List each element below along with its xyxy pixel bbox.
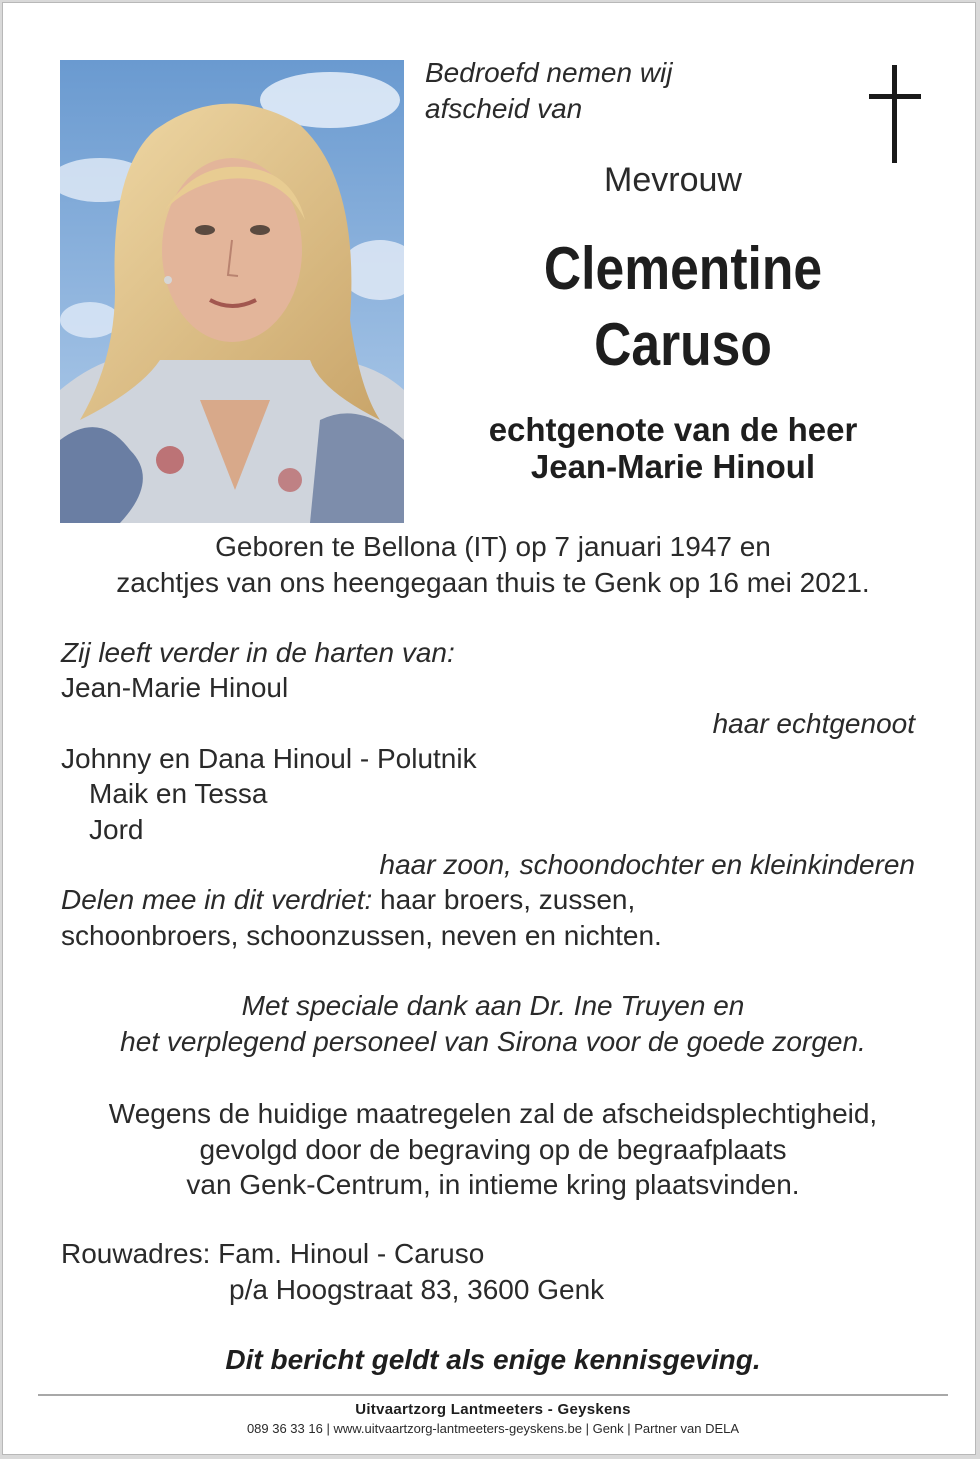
hearts-line-1: Jean-Marie Hinoul: [61, 672, 289, 703]
birth-death-info: [3, 529, 980, 600]
funeral-home-contact: 089 36 33 16 | www.uitvaartzorg-lantmeeters-geyskens.be | Genk | Partner van DELA: [246, 1421, 740, 1436]
portrait-illustration: [60, 60, 404, 523]
cross-icon: [865, 65, 925, 163]
share-line-1: [61, 882, 635, 918]
footer-divider: [38, 1394, 948, 1396]
share-line-2: schoonbroers, schoonzussen, neven en nichten.: [61, 920, 662, 951]
death-line: zachtjes van ons heengegaan thuis te Genk op 16 mei 2021.: [116, 566, 870, 598]
share-rest: haar broers, zussen,: [372, 884, 636, 915]
address-line-2: p/a Hoogstraat 83, 3600 Genk: [229, 1274, 605, 1305]
hearts-line-2: Johnny en Dana Hinoul - Polutnik: [61, 743, 477, 774]
death-notice-card: [2, 2, 976, 1455]
deceased-name: [459, 231, 906, 383]
honorific: Mevrouw: [604, 161, 742, 199]
spouse-line-1: echtgenote van de heer: [488, 411, 858, 448]
intro-line-1: Bedroefd nemen wij: [425, 57, 673, 88]
ceremony-text: [3, 1096, 980, 1203]
thanks-text: [3, 988, 980, 1059]
hearts-role-2: haar zoon, schoondochter en kleinkinderen: [379, 849, 915, 880]
first-name: Clementine: [543, 235, 823, 302]
portrait-photo: [60, 60, 404, 523]
ceremony-line-3: van Genk-Centrum, in intieme kring plaatsvinden.: [186, 1169, 800, 1200]
intro-text: [425, 55, 672, 127]
share-lead: Delen mee in dit verdriet:: [61, 884, 373, 915]
closing-statement: Dit bericht geldt als enige kennisgeving.: [225, 1344, 761, 1375]
ceremony-line-1: Wegens de huidige maatregelen zal de afscheidsplechtigheid,: [108, 1098, 878, 1129]
thanks-line-1: Met speciale dank aan Dr. Ine Truyen en: [241, 990, 745, 1021]
intro-line-2: afscheid van: [425, 93, 583, 124]
address-line-1: Rouwadres: Fam. Hinoul - Caruso: [61, 1238, 485, 1269]
thanks-line-2: het verplegend personeel van Sirona voor de goede zorgen.: [120, 1025, 866, 1057]
last-name: Caruso: [594, 311, 772, 378]
hearts-line-3: Maik en Tessa: [89, 778, 268, 809]
hearts-role-1: haar echtgenoot: [712, 708, 915, 739]
spouse-info: [423, 411, 923, 485]
funeral-home-name: Uitvaartzorg Lantmeeters - Geyskens: [355, 1401, 631, 1418]
spouse-line-2: Jean-Marie Hinoul: [530, 448, 816, 485]
hearts-line-4: Jord: [89, 814, 144, 845]
hearts-heading: Zij leeft verder in de harten van:: [61, 637, 455, 668]
ceremony-line-2: gevolgd door de begraving op de begraafplaats: [199, 1133, 787, 1165]
birth-line: Geboren te Bellona (IT) op 7 januari 1947 en: [215, 531, 771, 562]
